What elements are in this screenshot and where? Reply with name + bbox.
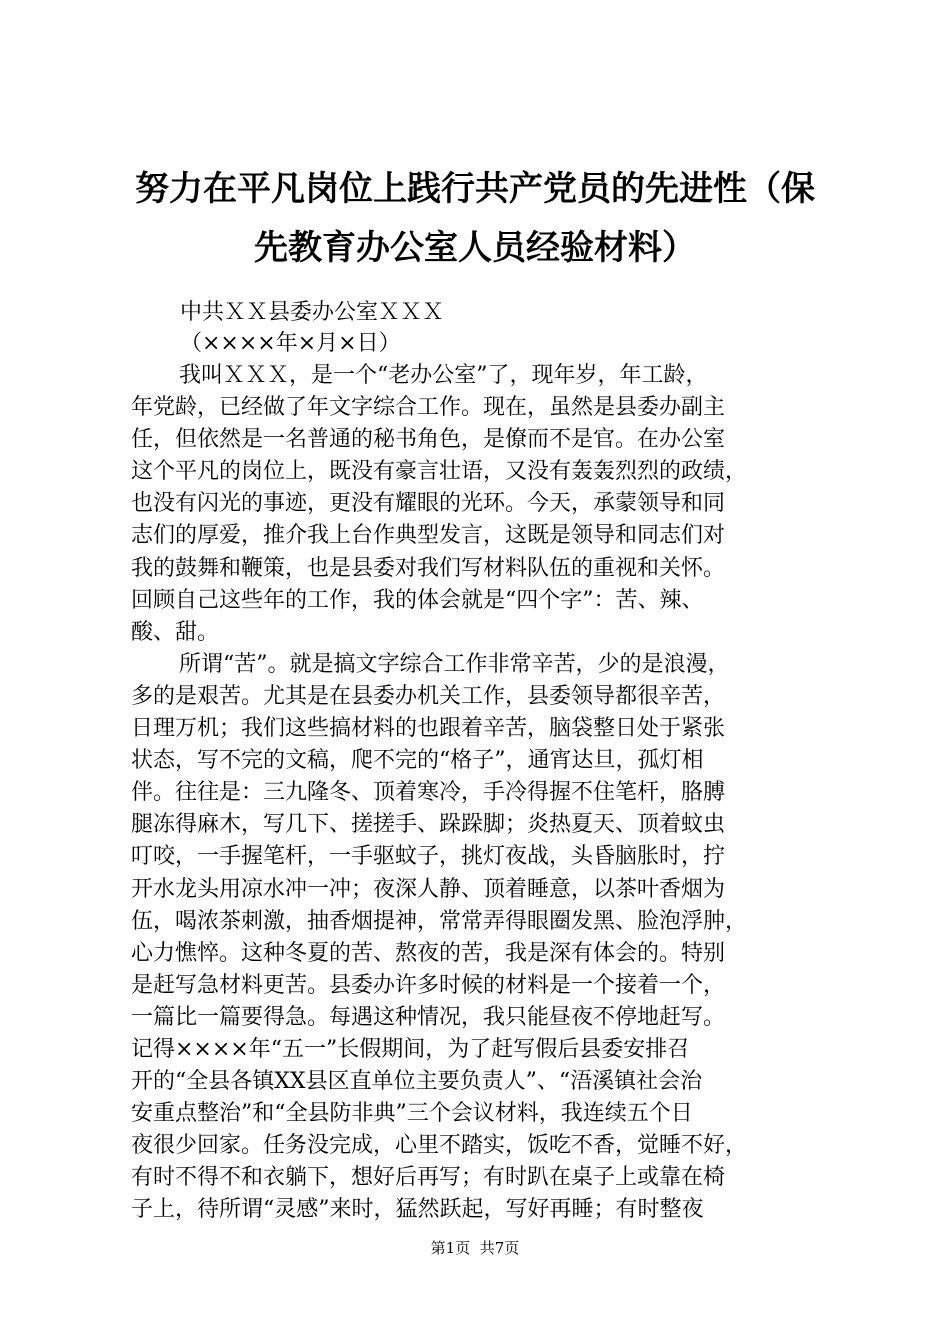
paragraph-1-line: 酸、甜。	[131, 619, 220, 645]
paragraph-1-line: 年党龄，已经做了年文字综合工作。现在，虽然是县委办副主	[131, 395, 726, 421]
paragraph-2-line: 日理万机；我们这些搞材料的也跟着辛苦，脑袋整日处于紧张	[131, 716, 726, 742]
page-total: 共7页	[479, 1239, 520, 1257]
paragraph-2-line: 夜很少回家。任务没完成，心里不踏实，饭吃不香，觉睡不好，	[131, 1133, 748, 1159]
paragraph-2-line: 有时不得不和衣躺下，想好后再写；有时趴在桌子上或靠在椅	[131, 1165, 726, 1191]
paragraph-2-line: 心力憔悴。这种冬夏的苦、熬夜的苦，我是深有体会的。特别	[131, 940, 726, 966]
paragraph-2-line: 安重点整治”和“全县防非典”三个会议材料，我连续五个日	[131, 1101, 693, 1127]
paragraph-1-line: 志们的厚爱，推介我上台作典型发言，这既是领导和同志们对	[131, 523, 726, 549]
paragraph-2-line: 叮咬，一手握笔杆，一手驱蚊子，挑灯夜战，头昏脑胀时，拧	[131, 844, 726, 870]
footer-gap	[470, 1239, 480, 1257]
paragraph-2-line: 腿冻得麻木，写几下、搓搓手、跺跺脚；炎热夏天、顶着蚊虫	[131, 812, 726, 838]
paragraph-1-line: 这个平凡的岗位上，既没有豪言壮语，又没有轰轰烈烈的政绩，	[131, 459, 748, 485]
page-footer	[0, 1238, 950, 1258]
paragraph-2-line: 一篇比一篇要得急。每遇这种情况，我只能昼夜不停地赶写。	[131, 1004, 726, 1030]
paragraph-2-line: 多的是艰苦。尤其是在县委办机关工作，县委领导都很辛苦，	[131, 683, 726, 709]
paragraph-1-line: 任，但依然是一名普通的秘书角色，是僚而不是官。在办公室	[131, 427, 726, 453]
document-title-line-2: 先教育办公室人员经验材料）	[254, 228, 696, 268]
document-author: 中共ＸＸ县委办公室ＸＸＸ	[180, 300, 445, 325]
document-body	[131, 360, 831, 1227]
paragraph-2-line: 状态，写不完的文稿，爬不完的“格子”，通宵达旦，孤灯相	[131, 748, 704, 774]
paragraph-2-line: 子上，待所谓“灵感”来时，猛然跃起，写好再睡；有时整夜	[131, 1197, 704, 1223]
paragraph-2-line: 是赶写急材料更苦。县委办许多时候的材料是一个接着一个，	[131, 972, 726, 998]
paragraph-2-line: 开水龙头用凉水冲一冲；夜深人静、顶着睡意，以茶叶香烟为	[131, 876, 726, 902]
paragraph-2-line: 开的“全县各镇XX县区直单位主要负责人”、“浯溪镇社会治	[131, 1069, 703, 1095]
paragraph-1-line: 也没有闪光的事迹，更没有耀眼的光环。今天，承蒙领导和同	[131, 491, 726, 517]
paragraph-1-line: 我叫ＸＸＸ，是一个“老办公室”了，现年岁，年工龄，	[179, 363, 708, 388]
paragraph-2-line: 所谓“苦”。就是搞文字综合工作非常辛苦，少的是浪漫，	[179, 651, 730, 677]
paragraph-2-line: 记得××××年“五一”长假期间，为了赶写假后县委安排召	[131, 1036, 690, 1062]
document-date: （××××年×月×日）	[180, 331, 401, 356]
paragraph-1-line: 我的鼓舞和鞭策，也是县委对我们写材料队伍的重视和关怀。	[131, 555, 726, 581]
document-title-line-1: 努力在平凡岗位上践行共产党员的先进性（保	[135, 169, 815, 209]
page-number: 第1页	[430, 1239, 471, 1257]
paragraph-2-line: 伍，喝浓茶刺激，抽香烟提神，常常弄得眼圈发黑、脸泡浮肿，	[131, 908, 748, 934]
paragraph-2-line: 伴。往往是：三九隆冬、顶着寒冷，手冷得握不住笔杆，胳膊	[131, 780, 726, 806]
paragraph-1-line: 回顾自己这些年的工作，我的体会就是“四个字”：苦、辣、	[131, 587, 704, 613]
